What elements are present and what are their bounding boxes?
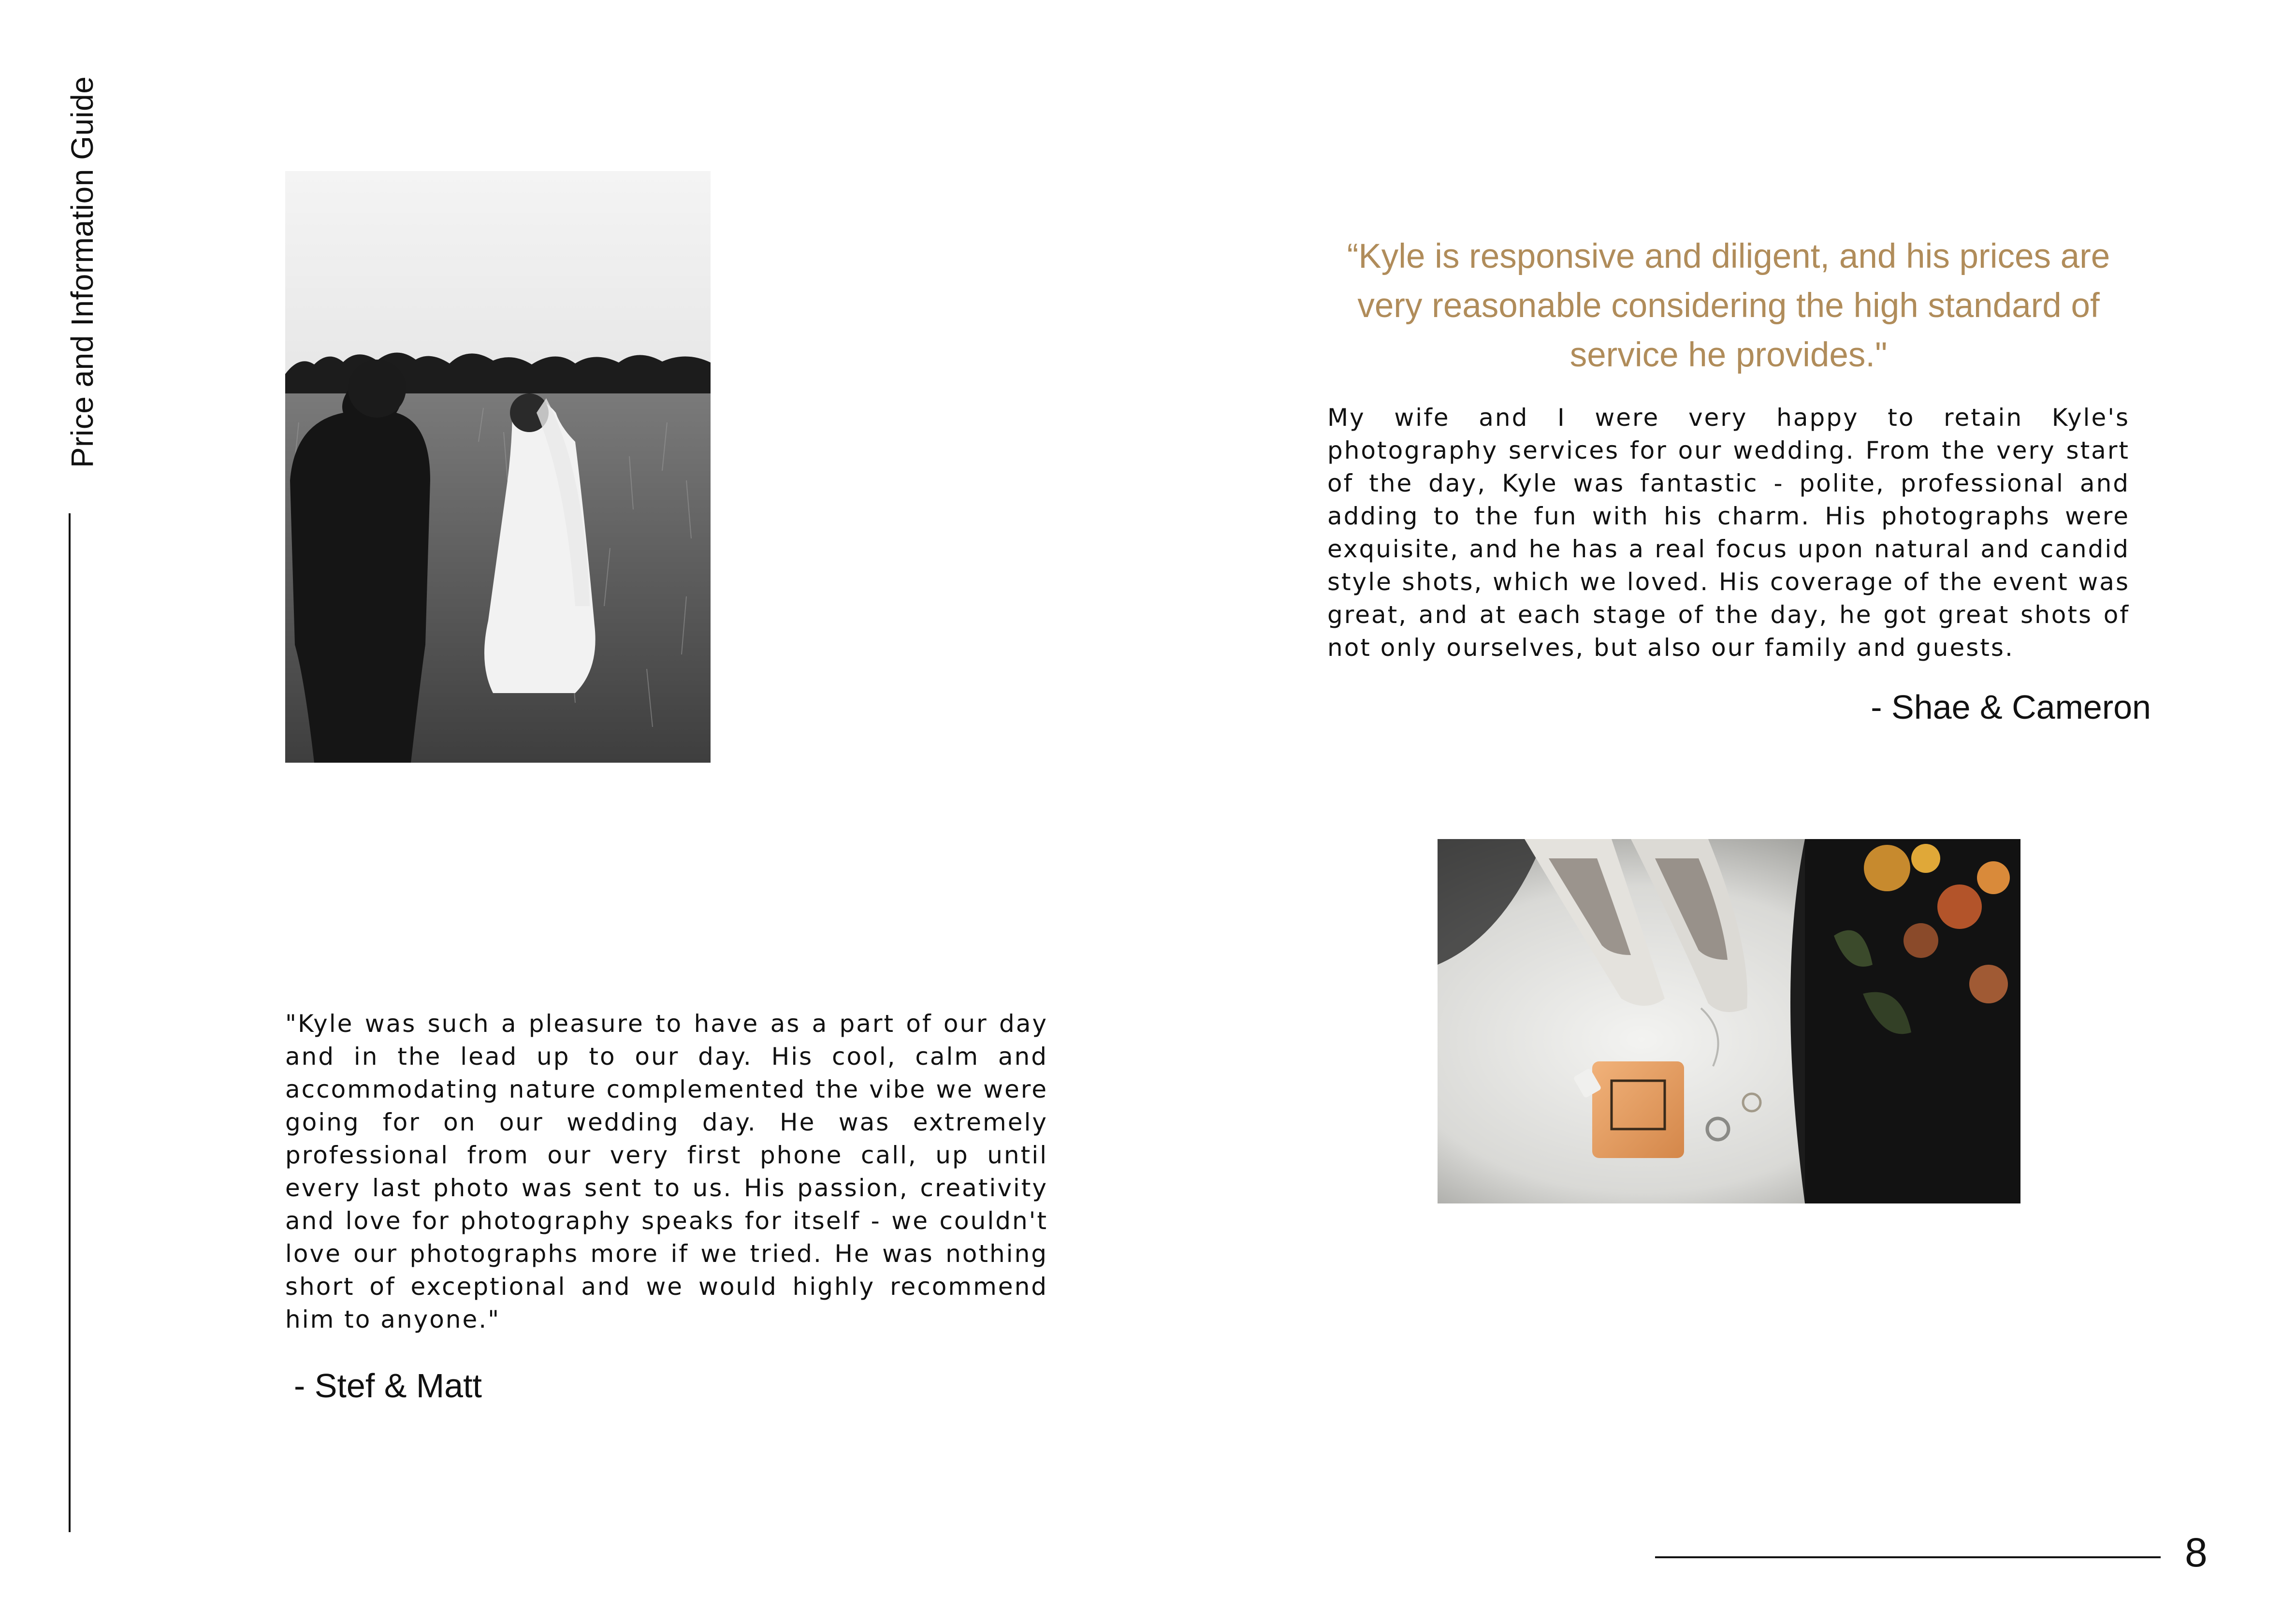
bridal-shoes-perfume-flowers-photo bbox=[1438, 839, 2020, 1203]
couple-in-field-photo bbox=[285, 171, 711, 763]
testimonial-signature-shae-cameron: - Shae & Cameron bbox=[1871, 688, 2151, 726]
page-number: 8 bbox=[2185, 1530, 2208, 1575]
shoes-photo-image bbox=[1438, 839, 2020, 1203]
footer-divider bbox=[1655, 1556, 2161, 1558]
testimonial-signature-stef-matt: - Stef & Matt bbox=[294, 1367, 482, 1405]
testimonial-body-stef-matt: "Kyle was such a pleasure to have as a part of our day and in the lead up to our day. His cool, calm and accommodating nature complemented the vibe we were going for on our wedding day. He was extremely professional from our very first phone call, up until every last photo was sent to us. His passion, creativity and love for photography speaks for itself - we couldn't love our photographs more if we tried. He was nothing short of exceptional and we would highly recommend him to anyone." bbox=[285, 1010, 1048, 1333]
guide-title: Price and Information Guide bbox=[65, 76, 100, 468]
testimonial-body-shae-cameron: My wife and I were very happy to retain Kyle's photography services for our wedding. From the very start of the day, Kyle was fantastic - polite, professional and adding to the fun with his charm. His photographs were exquisite, and he has a real focus upon natural and candid style shots, which we loved. His coverage of the event was great, and at each stage of the day, he got great shots of not only ourselves, but also our family and guests. bbox=[1327, 404, 2130, 662]
sidebar-divider bbox=[69, 513, 71, 1532]
testimonial-pull-quote: “Kyle is responsive and diligent, and his prices are very reasonable considering the high standard of service he provides." bbox=[1347, 237, 2110, 374]
couple-photo-image bbox=[285, 171, 711, 763]
